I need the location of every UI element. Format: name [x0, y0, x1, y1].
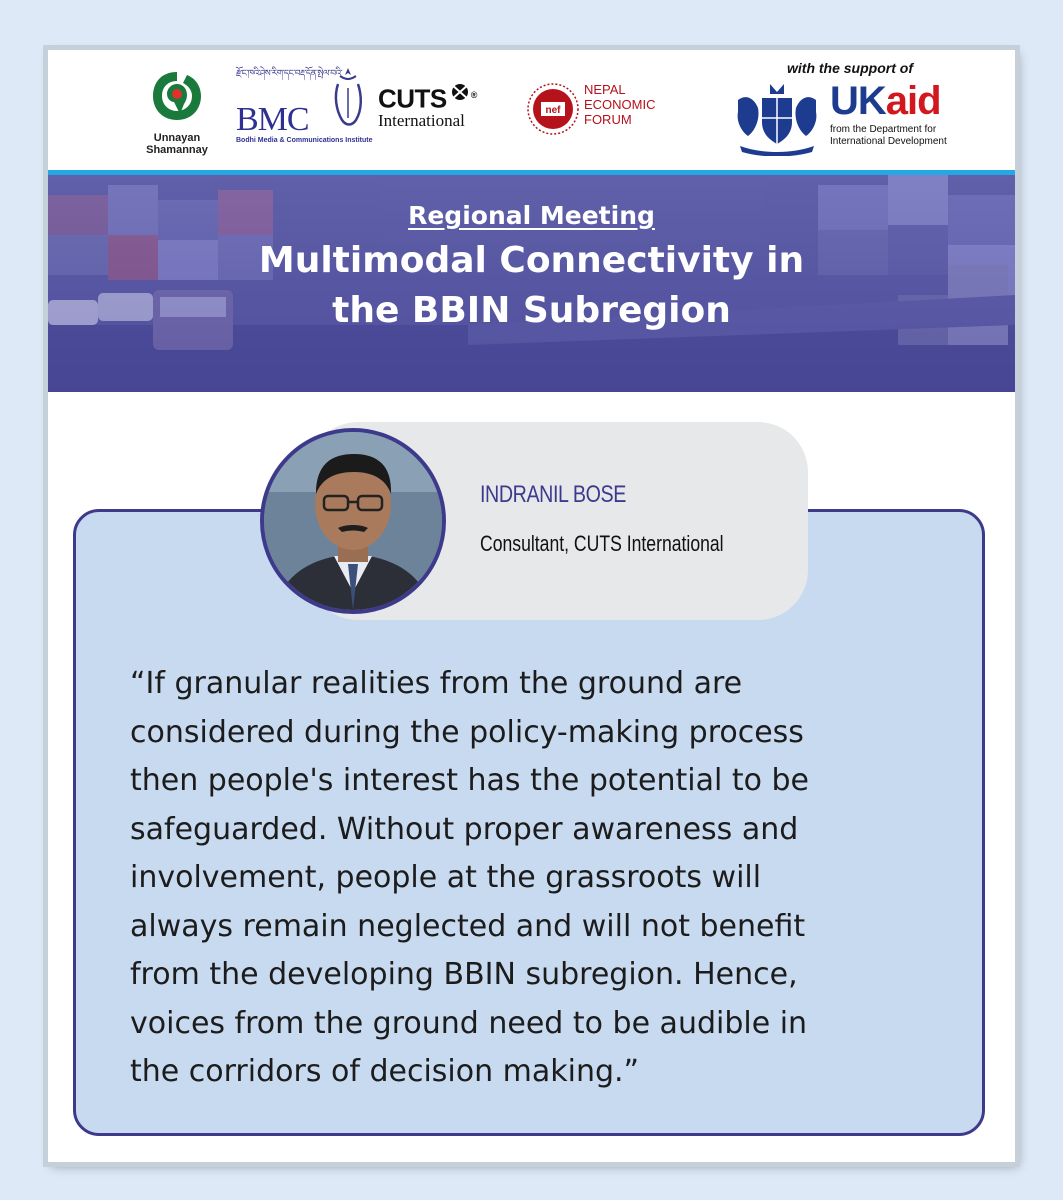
nepal-economic-forum-logo: [526, 82, 686, 140]
royal-coat-of-arms-icon: [732, 82, 822, 156]
banner-titles: [48, 175, 1015, 336]
bmc-full-name: Bodhi Media & Communications Institute: [236, 137, 373, 144]
ukaid-wordmark: [830, 80, 941, 122]
cuts-main-text: [378, 82, 518, 112]
speaker-quote: [130, 660, 930, 1097]
quote-line: considered during the policy-making process: [130, 714, 804, 750]
quote-line: from the developing BBIN subregion. Hence,: [130, 957, 798, 992]
quote-line: always remain neglected and will not benefit: [130, 908, 806, 944]
unnayan-shamannay-logo: [122, 68, 232, 156]
speaker-portrait-image: [264, 432, 442, 610]
dfid-line-2: International Development: [830, 136, 947, 147]
support-label: with the support of: [787, 60, 913, 76]
speaker-photo: [260, 428, 446, 614]
ukaid-aid: aid: [885, 79, 941, 123]
nef-line-3: FORUM: [584, 112, 632, 127]
event-type-label: Regional Meeting: [408, 201, 655, 230]
nef-emblem-icon: [526, 82, 580, 136]
registered-mark: ®: [470, 90, 477, 100]
event-title: [48, 236, 1015, 336]
cuts-subtitle: International: [378, 110, 465, 130]
quote-line: voices from the ground need to be audible in: [130, 1005, 808, 1041]
nef-line-1: NEPAL: [584, 82, 626, 97]
bmc-logo: [236, 64, 373, 144]
cuts-globe-icon: [449, 82, 471, 102]
bmc-abbreviation: BMC: [236, 101, 309, 138]
nef-name: [584, 82, 656, 127]
quote-line: involvement, people at the grassroots will: [130, 860, 762, 895]
nef-emblem-text: nef: [545, 105, 561, 116]
event-banner: [48, 175, 1015, 392]
bmc-figure-icon: [328, 66, 368, 132]
nef-line-2: ECONOMIC: [584, 97, 656, 112]
speaker-name: INDRANIL BOSE: [480, 481, 626, 508]
unnayan-shamannay-emblem-icon: [147, 68, 207, 126]
dfid-line-1: from the Department for: [830, 124, 937, 135]
event-title-line-1: Multimodal Connectivity in: [258, 240, 805, 281]
event-title-line-2: the BBIN Subregion: [332, 290, 731, 331]
event-card: [48, 50, 1015, 1162]
partner-logos: [48, 50, 1015, 170]
bmc-script-text: རྫོང་ཁའི་ཤེས་རིག་དང་བརྡ་དོན་སྤེལ་བའི་: [236, 68, 343, 78]
speaker-role: Consultant, CUTS International: [480, 531, 724, 556]
cuts-international-logo: [378, 82, 518, 130]
dfid-label: [830, 124, 947, 148]
quote-line: safeguarded. Without proper awareness and: [130, 811, 799, 847]
unnayan-shamannay-name: Unnayan Shamannay: [146, 132, 208, 156]
ukaid-logo: [730, 60, 960, 147]
cuts-wordmark: CUTS: [378, 83, 447, 114]
quote-line: then people's interest has the potential to be: [130, 763, 809, 798]
quote-line: the corridors of decision making.”: [130, 1054, 640, 1089]
quote-line: “If granular realities from the ground are: [130, 666, 743, 701]
ukaid-uk: UK: [830, 79, 886, 123]
